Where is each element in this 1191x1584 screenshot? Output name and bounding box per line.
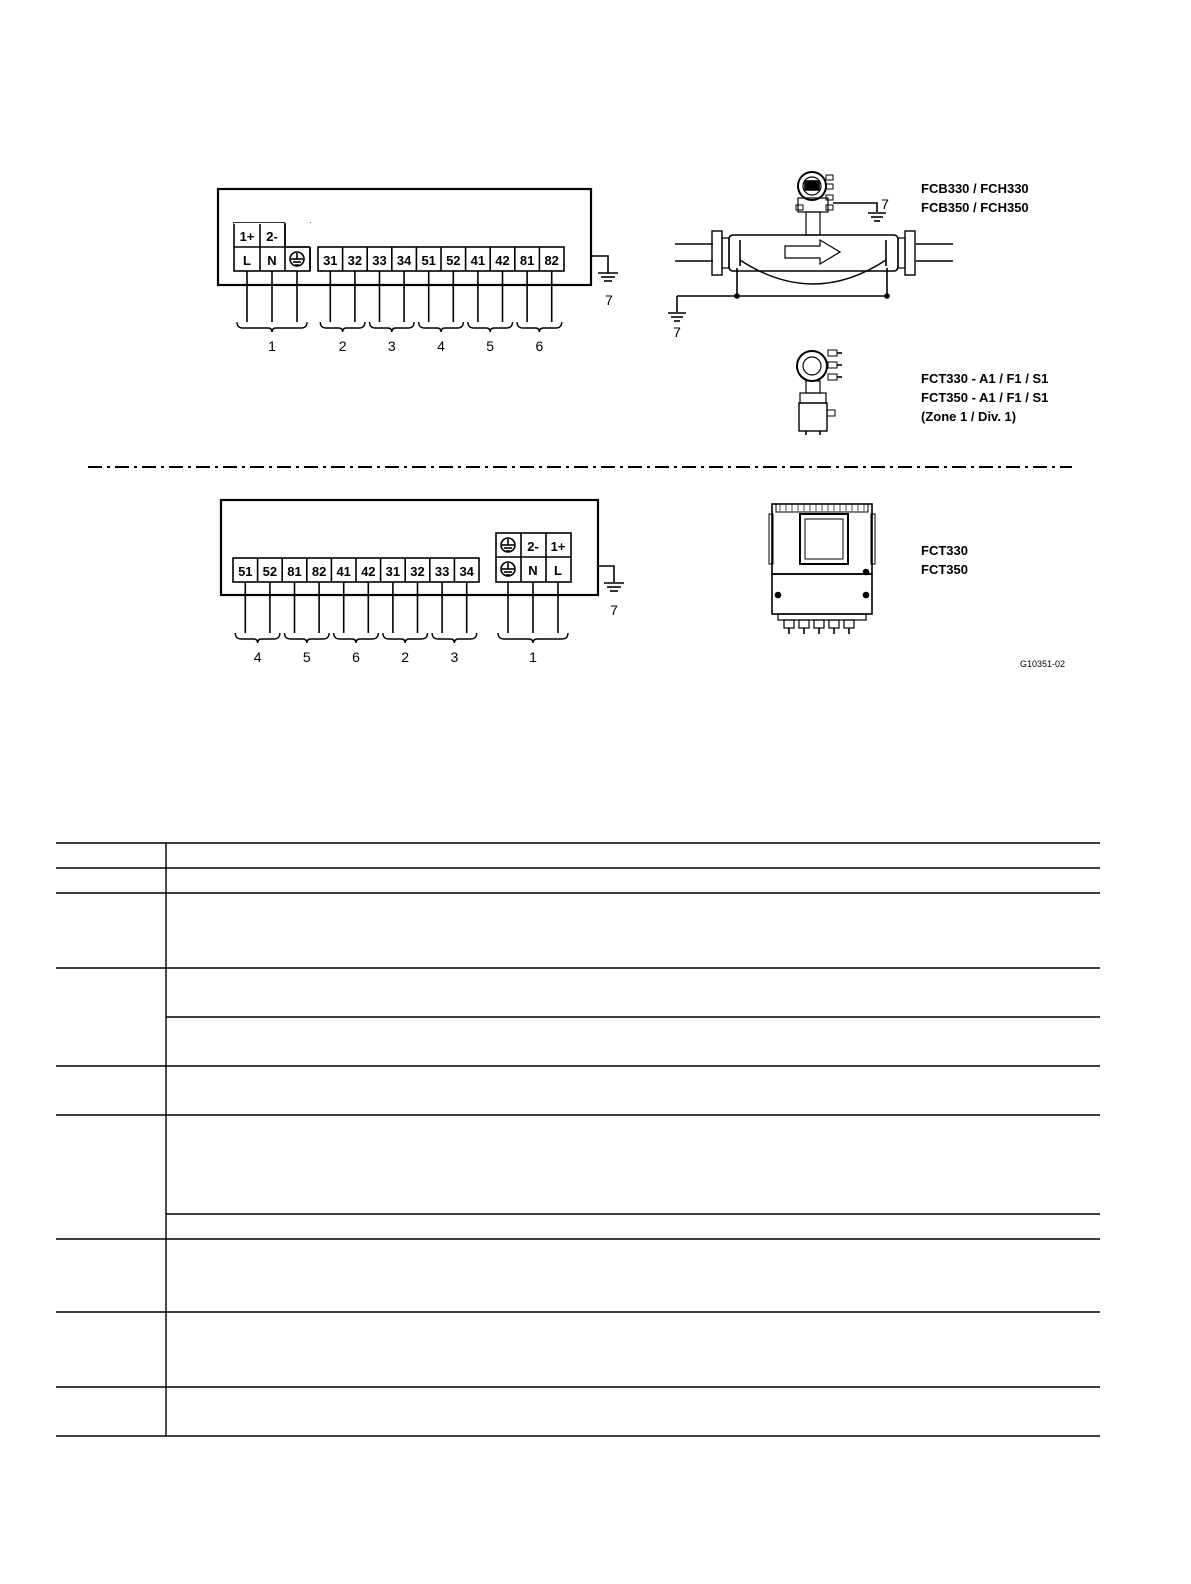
top-terminal-33: 33 [372, 253, 387, 268]
top-terminal-panel [218, 189, 618, 354]
sensor-model-line-1: FCB330 / FCH330 [921, 181, 1029, 196]
bottom-terminal-52: 52 [262, 564, 278, 579]
top-terminal-34: 34 [396, 253, 412, 268]
remote-model-line-3: (Zone 1 / Div. 1) [921, 409, 1017, 424]
top-terminal-81: 81 [519, 253, 535, 268]
sensor-illustration [668, 172, 953, 321]
top-terminal-32: 32 [347, 253, 363, 268]
bottom-ground-label: 7 [610, 602, 618, 618]
top-terminal-41: 41 [470, 253, 486, 268]
top-terminal-51: 51 [421, 253, 436, 268]
bottom-panel-ground-icon [598, 566, 624, 591]
field-mount-transmitter-illustration [769, 504, 875, 634]
sensor-ground-label-b: 7 [673, 324, 681, 340]
top-power-N: N [267, 253, 277, 268]
top-power-2minus: 2- [266, 229, 278, 244]
top-group-label-3: 3 [387, 338, 396, 354]
bottom-terminal-33: 33 [434, 564, 450, 579]
bottom-group-label-3: 3 [450, 649, 459, 665]
top-ground-label: 7 [605, 292, 613, 308]
field-mount-model-line-1: FCT330 [921, 543, 968, 558]
top-group-label-2: 2 [338, 338, 347, 354]
top-group-label-6: 6 [535, 338, 544, 354]
bottom-earth-terminal-lower-icon [501, 562, 515, 576]
top-terminal-52: 52 [446, 253, 461, 268]
bottom-signal-terminal-strip [233, 558, 479, 582]
bottom-earth-terminal-upper-icon [501, 538, 515, 552]
bottom-group-label-6: 6 [352, 649, 360, 665]
bottom-power-1plus: 1+ [550, 539, 566, 554]
bottom-terminal-81: 81 [287, 564, 302, 579]
bottom-power-L: L [554, 563, 562, 578]
sensor-model-line-2: FCB350 / FCH350 [921, 200, 1029, 215]
figure-reference: G10351-02 [1019, 659, 1065, 669]
top-signal-terminal-strip [318, 247, 564, 271]
bottom-group-label-5: 5 [302, 649, 311, 665]
top-terminal-82: 82 [544, 253, 559, 268]
top-terminal-42: 42 [495, 253, 510, 268]
bottom-group-label-2: 2 [401, 649, 410, 665]
top-group-label-5: 5 [486, 338, 495, 354]
remote-transmitter-illustration [797, 350, 842, 435]
top-power-1plus: 1+ [239, 229, 255, 244]
top-wire-groups [237, 271, 562, 354]
top-earth-terminal-icon [290, 252, 304, 266]
bottom-terminal-82: 82 [311, 564, 327, 579]
bottom-group-label-1: 1 [529, 649, 537, 665]
bottom-terminal-31: 31 [385, 564, 401, 579]
bottom-power-2minus: 2- [527, 539, 539, 554]
bottom-power-N: N [528, 563, 538, 578]
top-power-L: L [243, 253, 251, 268]
top-group-label-4: 4 [437, 338, 445, 354]
bottom-terminal-41: 41 [336, 564, 351, 579]
top-group-label-1: 1 [268, 338, 276, 354]
terminal-assignment-table [56, 843, 1100, 1436]
bottom-group-label-4: 4 [253, 649, 262, 665]
bottom-terminal-42: 42 [361, 564, 376, 579]
bottom-terminal-32: 32 [410, 564, 425, 579]
bottom-terminal-34: 34 [459, 564, 474, 579]
top-panel-ground-icon [591, 256, 618, 281]
bottom-terminal-panel [221, 500, 624, 665]
bottom-panel-housing [221, 500, 598, 595]
sensor-ground-label-a: 7 [881, 196, 889, 212]
field-mount-model-line-2: FCT350 [921, 562, 968, 577]
remote-model-line-2: FCT350 - A1 / F1 / S1 [921, 390, 1049, 405]
remote-model-line-1: FCT330 - A1 / F1 / S1 [921, 371, 1049, 386]
top-terminal-31: 31 [323, 253, 338, 268]
bottom-terminal-51: 51 [238, 564, 253, 579]
